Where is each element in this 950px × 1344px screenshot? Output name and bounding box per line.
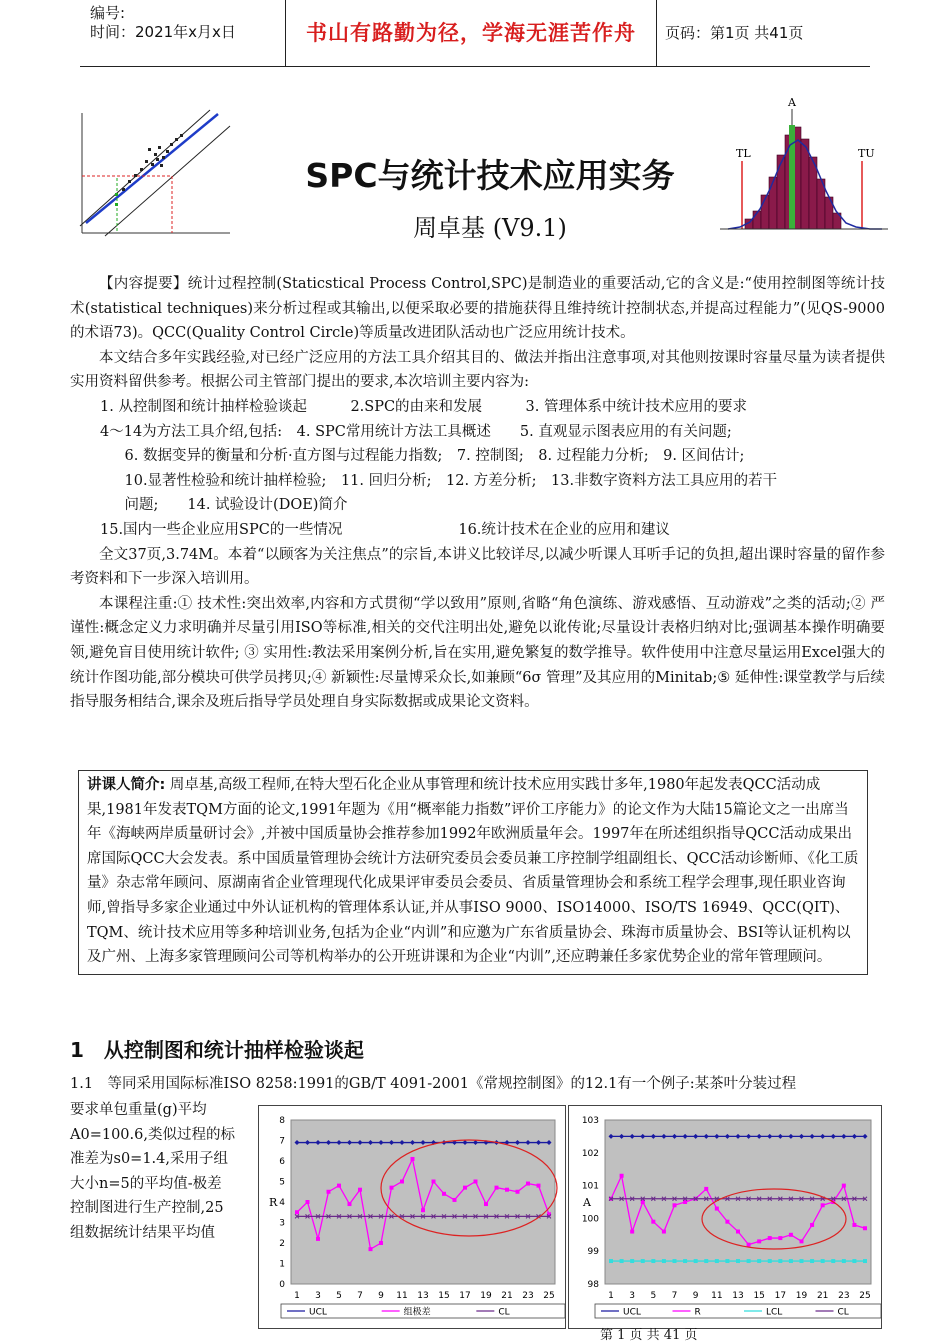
data-point: [683, 1259, 687, 1263]
legend-entry: 组极差: [403, 1307, 431, 1318]
x-tick-label: 1: [608, 1291, 614, 1301]
data-point: [725, 1220, 729, 1224]
data-point: [651, 1220, 655, 1224]
x-tick-label: 23: [522, 1291, 534, 1301]
data-point: [400, 1180, 404, 1184]
author-line: 周卓基 (V9.1): [413, 214, 567, 242]
data-point: [432, 1180, 436, 1184]
section-1-1-line: 1.1 等同采用国际标准ISO 8258:1991的GB/T 4091-2001《常规控制图》的12.1有一个例子:某茶叶分装过程: [70, 1076, 797, 1092]
y-tick-label: 4: [279, 1198, 285, 1208]
data-point: [484, 1202, 488, 1206]
y-tick-label: 102: [581, 1148, 599, 1159]
x-tick-label: 17: [459, 1291, 471, 1301]
y-axis-label: A: [583, 1196, 591, 1209]
data-point: [852, 1259, 856, 1263]
section-heading: 1 从控制图和统计抽样检验谈起: [70, 1038, 364, 1062]
x-tick-label: 3: [629, 1291, 636, 1301]
x-tick-label: 11: [396, 1291, 408, 1301]
x-tick-label: 5: [336, 1291, 342, 1301]
data-point: [715, 1207, 719, 1211]
data-point: [358, 1188, 362, 1192]
data-point: [821, 1259, 825, 1263]
page-header: [80, 0, 870, 67]
x-tick-label: 7: [357, 1291, 363, 1301]
page-label: 页码：第1页 共41页: [665, 24, 804, 42]
x-tick-label: 5: [650, 1291, 657, 1301]
data-point: [369, 1247, 373, 1251]
mean-chart-svg: [569, 1106, 881, 1328]
data-point: [295, 1210, 299, 1214]
data-point: [768, 1236, 772, 1240]
data-point: [673, 1203, 677, 1207]
data-point: [747, 1243, 751, 1247]
y-tick-label: 99: [587, 1247, 599, 1258]
data-point: [747, 1259, 751, 1263]
data-point: [316, 1237, 320, 1241]
data-point: [725, 1259, 729, 1263]
histogram-figure: [710, 95, 890, 235]
outline-item: 1. 从控制图和统计抽样检验谈起 2.SPC的由来和发展 3. 管理体系中统计技术应用的要求: [100, 398, 748, 415]
data-point: [821, 1203, 825, 1207]
data-point: [831, 1259, 835, 1263]
motto: 书山有路勤为径，学海无涯苦作舟: [285, 0, 657, 66]
outline-item: 问题; 14. 试验设计(DOE)简介: [110, 497, 348, 514]
scope-paragraph: 全文37页,3.74M。本着“以顾客为关注焦点”的宗旨,本讲义比较详尽,以减少听课人耳听手记的负担,超出课时容量的留作参考资料和下一步深入培训用。: [70, 546, 885, 588]
x-tick-label: 1: [294, 1291, 300, 1301]
outline-item: 6. 数据变异的衡量和分析·直方图与过程能力指数; 7. 控制图; 8. 过程能力分析; 9. 区间估计;: [110, 448, 745, 465]
legend-entry: CL: [498, 1307, 510, 1318]
data-point: [348, 1202, 352, 1206]
data-point: [505, 1188, 509, 1192]
wrap-line: 准差为s0=1.4,采用子组: [70, 1151, 228, 1168]
mean-control-chart: [568, 1105, 882, 1329]
data-point: [704, 1259, 708, 1263]
data-point: [842, 1184, 846, 1188]
data-point: [736, 1230, 740, 1234]
y-tick-label: 2: [279, 1239, 285, 1249]
number-label: 编号:: [90, 4, 126, 22]
y-tick-label: 1: [279, 1259, 285, 1270]
data-point: [620, 1259, 624, 1263]
outline-item: 4～14为方法工具介绍,包括: 4. SPC常用统计方法工具概述 5. 直观显示图表应用的有关问题;: [100, 423, 732, 440]
outline-item: 10.显著性检验和统计抽样检验; 11. 回归分析; 12. 方差分析; 13.非数字资料方法工具应用的若干: [110, 472, 778, 489]
page-footer: 第 1 页 共 41 页: [600, 1328, 698, 1343]
x-tick-label: 13: [732, 1291, 744, 1301]
histogram-label-tl: TL: [736, 147, 751, 160]
data-point: [411, 1157, 415, 1161]
data-point: [863, 1226, 867, 1230]
x-tick-label: 9: [692, 1291, 699, 1301]
x-tick-label: 3: [315, 1291, 321, 1301]
data-point: [463, 1186, 467, 1190]
x-tick-label: 25: [543, 1291, 555, 1301]
data-point: [810, 1223, 814, 1227]
legend-entry: UCL: [623, 1307, 641, 1318]
data-point: [526, 1182, 530, 1186]
x-tick-label: 11: [711, 1291, 723, 1301]
bio-label: 讲课人简介:: [87, 777, 166, 793]
abstract-paragraph: 【内容提要】统计过程控制(Staticstical Process Control,SPC)是制造业的重要活动,它的含义是:“使用控制图等统计技术(statistical techniques)来分析过程或其输出,以便采取必要的措施获得且维持统计控制状态,并提高过程能力”(见QS-9000的术语73)。QCC(Quality Control Circle)等质量改进团队活动也广泛应用统计技术。: [70, 276, 885, 342]
data-point: [379, 1241, 383, 1245]
wrap-line: 组数据统计结果平均值: [70, 1224, 215, 1241]
x-tick-label: 19: [480, 1291, 492, 1301]
data-point: [641, 1259, 645, 1263]
data-point: [327, 1190, 331, 1194]
data-point: [620, 1174, 624, 1178]
x-tick-label: 15: [753, 1291, 765, 1301]
data-point: [800, 1259, 804, 1263]
features-paragraph: 本课程注重:① 技术性:突出效率,内容和方式贯彻“学以致用”原则,省略“角色演练、游戏感悟、互动游戏”之类的活动;② 严谨性:概念定义力求明确并尽量引用ISO等标准,相关的交代注明出处,避免以讹传讹;尽量设计表格归纳对比;强调基本操作明确要领,避免盲目使用统计软件; ③ 实用性:教法采用案例分析,旨在实用,避免繁复的数学推导。软件使用中注意尽量运用Excel强大的统计作图功能,部分模块可供学员拷贝;④ 新颖性:尽量博采众长,如兼顾“6σ 管理”及其应用的Minitab;⑤ 延伸性:课堂教学与后续指导服务相结合,课余及班后指导学员处理自身实际数据或成果论文资料。: [70, 595, 885, 711]
y-axis-label: R: [269, 1196, 278, 1209]
histogram-label-a: A: [788, 96, 796, 109]
data-point: [757, 1239, 761, 1243]
wrap-line: 大小n=5的平均值-极差: [70, 1175, 222, 1192]
data-point: [453, 1198, 457, 1202]
data-point: [630, 1230, 634, 1234]
x-tick-label: 21: [501, 1291, 513, 1301]
x-tick-label: 23: [838, 1291, 850, 1301]
data-point: [609, 1259, 613, 1263]
y-tick-label: 103: [581, 1116, 599, 1126]
header-meta: [90, 4, 236, 42]
y-tick-label: 5: [279, 1177, 285, 1188]
data-point: [842, 1259, 846, 1263]
lecturer-bio-box: [78, 770, 868, 975]
y-tick-label: 98: [587, 1280, 599, 1290]
data-point: [778, 1236, 782, 1240]
x-tick-label: 21: [816, 1291, 829, 1301]
legend-entry: UCL: [309, 1307, 327, 1318]
wrap-line: A0=100.6,类似过程的标: [70, 1126, 235, 1143]
legend-entry: R: [694, 1307, 701, 1318]
data-point: [474, 1180, 478, 1184]
range-chart-svg: [259, 1106, 565, 1328]
y-tick-label: 101: [581, 1181, 599, 1192]
data-point: [337, 1184, 341, 1188]
y-tick-label: 100: [581, 1214, 599, 1225]
wrapped-text: [70, 1098, 260, 1246]
data-point: [715, 1259, 719, 1263]
data-point: [673, 1259, 677, 1263]
summary-section: [70, 272, 885, 715]
y-tick-label: 3: [279, 1218, 285, 1229]
x-tick-label: 19: [795, 1291, 808, 1301]
legend-entry: CL: [837, 1307, 849, 1318]
wrap-line: 要求单包重量(g)平均: [70, 1102, 207, 1118]
data-point: [789, 1259, 793, 1263]
x-tick-label: 15: [438, 1291, 450, 1301]
x-tick-label: 17: [774, 1291, 787, 1301]
wrap-line: 控制图进行生产控制,25: [70, 1200, 224, 1217]
data-point: [800, 1239, 804, 1243]
data-point: [662, 1230, 666, 1234]
data-point: [768, 1259, 772, 1263]
data-point: [662, 1259, 666, 1263]
y-tick-label: 0: [279, 1280, 285, 1290]
data-point: [651, 1259, 655, 1263]
y-tick-label: 7: [279, 1136, 285, 1147]
data-point: [810, 1259, 814, 1263]
data-point: [757, 1259, 761, 1263]
y-tick-label: 8: [279, 1116, 285, 1126]
regression-scatter-figure: [60, 108, 235, 243]
data-point: [852, 1223, 856, 1227]
time-label: 时间：2021年x月x日: [90, 23, 236, 41]
data-point: [390, 1186, 394, 1190]
histogram-label-tu: TU: [858, 147, 875, 160]
x-tick-label: 9: [378, 1291, 384, 1301]
intro-paragraph: 本文结合多年实践经验,对已经广泛应用的方法工具介绍其目的、做法并指出注意事项,对其他则按课时容量尽量为读者提供实用资料留供参考。根据公司主管部门提出的要求,本次培训主要内容为:: [70, 349, 885, 391]
outline-item: 15.国内一些企业应用SPC的一些情况 16.统计技术在企业的应用和建议: [100, 521, 670, 538]
data-point: [789, 1233, 793, 1237]
y-tick-label: 6: [279, 1157, 285, 1167]
range-control-chart: [258, 1105, 566, 1329]
legend-entry: LCL: [766, 1307, 783, 1318]
data-point: [736, 1259, 740, 1263]
data-point: [694, 1259, 698, 1263]
data-point: [516, 1190, 520, 1194]
bio-text: 周卓基,高级工程师,在特大型石化企业从事管理和统计技术应用实践廿多年,1980年起发表QCC活动成果,1981年发表TQM方面的论文,1991年题为《用“概率能力指数”评价工序能力》的论文作为大陆15篇论文之一出席当年《海峡两岸质量研讨会》,并被中国质量协会推荐参加1992年欧洲质量年会。1997年在所述组织指导QCC活动成果出席国际QCC大会发表。系中国质量管理协会统计方法研究委员会委员兼工序控制学组副组长、QCC活动诊断师、《化工质量》杂志常年顾问、原湖南省企业管理现代化成果评审委员会委员、省质量管理协会和系统工程学会理事,现任职业咨询师,曾指导多家企业通过中外认证机构的管理体系认证,并从事ISO 9000、ISO14000、ISO/TS 16949、QCC(QIT)、TQM、统计技术应用等多种培训业务,包括为企业“内训”和应邀为广东省质量协会、珠海市质量协会、BSI等认证机构以及广州、上海多家管理顾问公司等机构举办的公开班讲课和为企业“内训”,还应聘兼任多家优势企业的常年管理顾问。: [87, 777, 859, 966]
x-tick-label: 25: [859, 1291, 871, 1301]
data-point: [630, 1259, 634, 1263]
data-point: [421, 1208, 425, 1212]
x-tick-label: 13: [417, 1291, 429, 1301]
data-point: [863, 1259, 867, 1263]
x-tick-label: 7: [671, 1291, 678, 1301]
data-point: [495, 1186, 499, 1190]
page-title: SPC与统计技术应用实务: [305, 156, 675, 195]
data-point: [442, 1192, 446, 1196]
data-point: [306, 1200, 310, 1204]
data-point: [778, 1259, 782, 1263]
data-point: [537, 1184, 541, 1188]
data-point: [704, 1187, 708, 1191]
